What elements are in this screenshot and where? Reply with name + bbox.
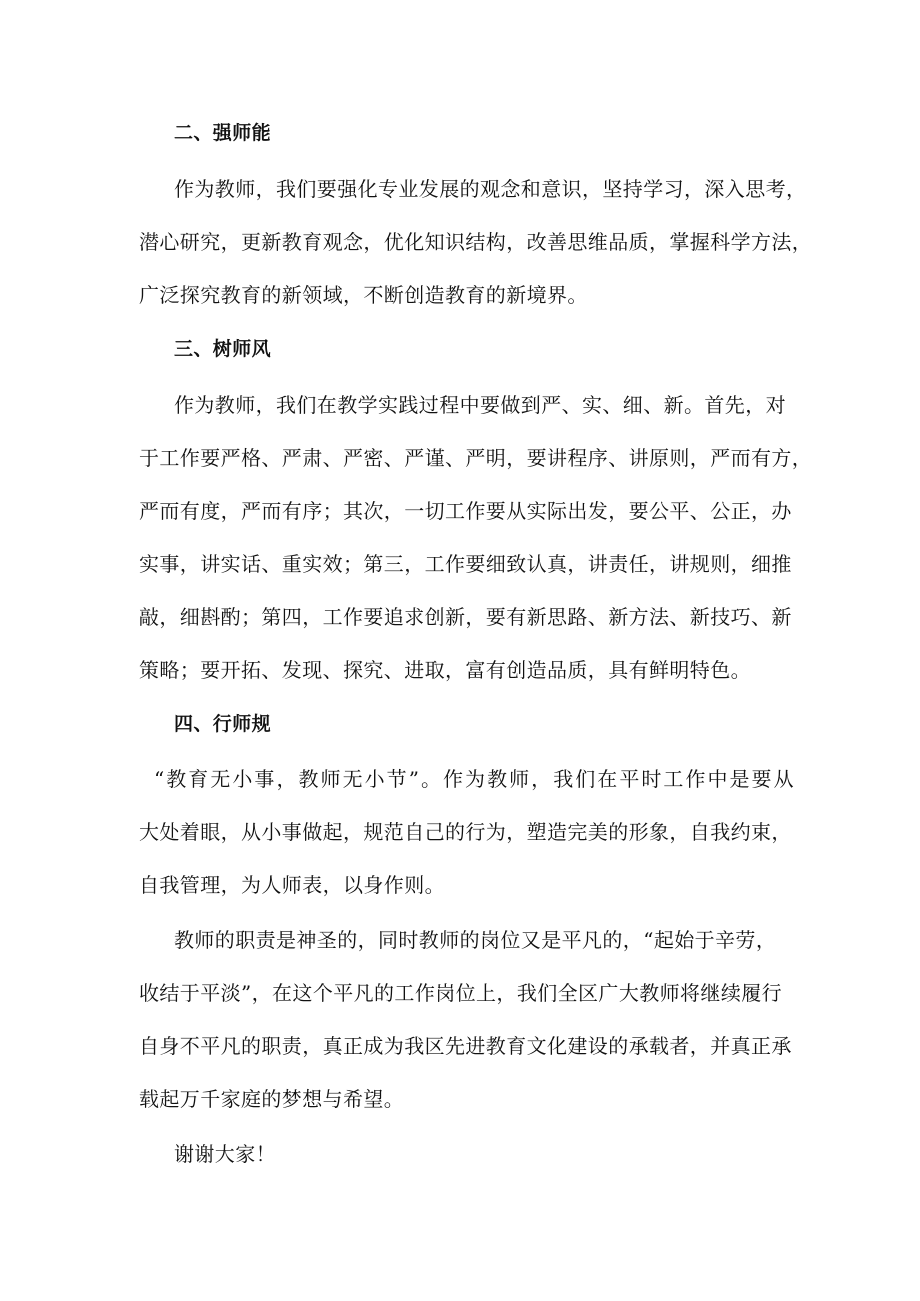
paragraph-line: 自身不平凡的职责，真正成为我区先进教育文化建设的承载者，并真正承 bbox=[139, 1034, 792, 1058]
paragraph-line: 敲，细斟酌；第四，工作要追求创新，要有新思路、新方法、新技巧、新 bbox=[139, 605, 792, 629]
section-heading: 四、行师规 bbox=[174, 713, 272, 735]
paragraph-line: 实事，讲实话、重实效；第三，工作要细致认真，讲责任，讲规则，细推 bbox=[139, 552, 792, 576]
paragraph-line: 于工作要严格、严肃、严密、严谨、严明，要讲程序、讲原则，严而有方， bbox=[139, 446, 813, 470]
section-heading: 三、树师风 bbox=[174, 338, 272, 360]
paragraph-line: 大处着眼，从小事做起，规范自己的行为，塑造完美的形象，自我约束， bbox=[139, 820, 792, 844]
paragraph-line: 收结于平淡”，在这个平凡的工作岗位上，我们全区广大教师将继续履行 bbox=[139, 981, 783, 1005]
paragraph-line: 策略；要开拓、发现、探究、进取，富有创造品质，具有鲜明特色。 bbox=[139, 658, 751, 682]
paragraph-line: 载起万千家庭的梦想与希望。 bbox=[139, 1087, 405, 1111]
paragraph-line: 广泛探究教育的新领域，不断创造教育的新境界。 bbox=[139, 283, 588, 307]
paragraph-line: “教育无小事，教师无小节”。作为教师，我们在平时工作中是要从 bbox=[154, 767, 794, 791]
paragraph-line: 作为教师，我们在教学实践过程中要做到严、实、细、新。首先，对 bbox=[174, 393, 786, 417]
paragraph-line: 作为教师，我们要强化专业发展的观念和意识，坚持学习，深入思考， bbox=[174, 177, 807, 201]
paragraph-line: 严而有度，严而有序；其次，一切工作要从实际出发，要公平、公正，办 bbox=[139, 499, 792, 523]
paragraph-line: 教师的职责是神圣的，同时教师的岗位又是平凡的，“起始于辛劳， bbox=[174, 928, 777, 952]
closing-line: 谢谢大家！ bbox=[174, 1142, 276, 1166]
paragraph-line: 自我管理，为人师表，以身作则。 bbox=[139, 873, 445, 897]
paragraph-line: 潜心研究，更新教育观念，优化知识结构，改善思维品质，掌握科学方法， bbox=[139, 230, 813, 254]
section-heading: 二、强师能 bbox=[174, 122, 272, 144]
